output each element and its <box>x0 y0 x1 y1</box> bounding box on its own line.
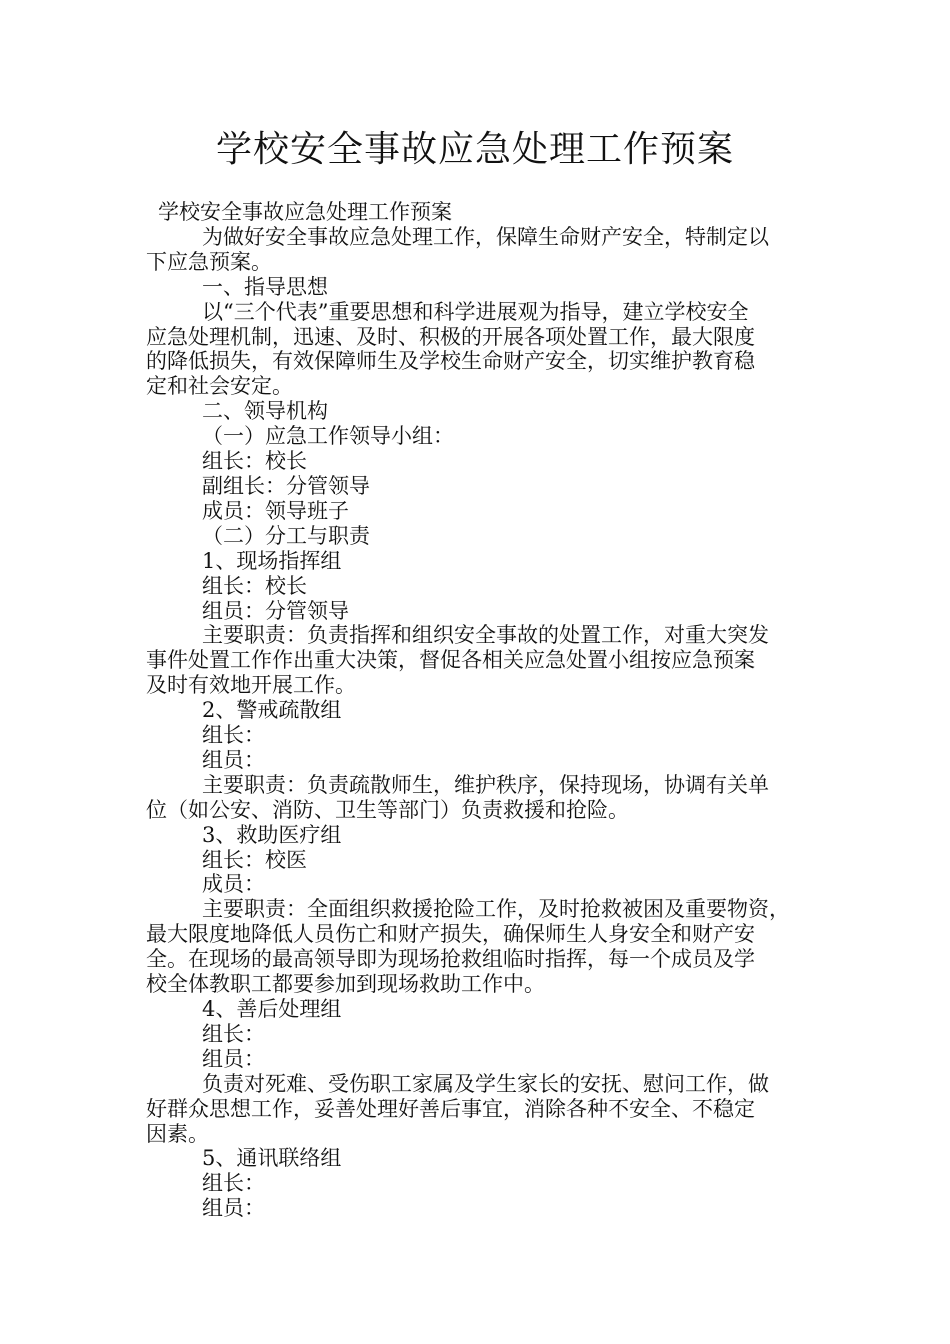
paragraph-line: 成员：领导班子 <box>202 498 349 523</box>
paragraph-line: 位（如公安、消防、卫生等部门）负责救援和抢险。 <box>146 797 629 822</box>
paragraph-line: 组员： <box>202 747 265 772</box>
paragraph-line: 组长：校长 <box>202 449 307 474</box>
paragraph-line: 主要职责：负责指挥和组织安全事故的处置工作，对重大突发 <box>202 623 769 648</box>
paragraph-line: 以“三个代表”重要思想和科学进展观为指导，建立学校安全 <box>202 299 749 324</box>
document-title: 学校安全事故应急处理工作预案 <box>215 129 734 170</box>
paragraph-line: 组长： <box>202 1171 265 1196</box>
paragraph-line: 副组长：分管领导 <box>202 473 370 498</box>
paragraph-line: （一）应急工作领导小组： <box>202 424 454 449</box>
paragraph-line: 二、领导机构 <box>202 399 328 424</box>
paragraph-line: 组长：校长 <box>202 573 307 598</box>
paragraph-line: 学校安全事故应急处理工作预案 <box>158 200 452 224</box>
paragraph-line: 应急处理机制，迅速、及时、积极的开展各项处置工作，最大限度 <box>146 324 755 349</box>
paragraph-line: 一、指导思想 <box>202 274 328 299</box>
paragraph-line: 及时有效地开展工作。 <box>146 673 356 698</box>
paragraph-line: 成员： <box>202 872 265 897</box>
paragraph-line: 为做好安全事故应急处理工作，保障生命财产安全，特制定以 <box>202 224 769 249</box>
paragraph-line: 事件处置工作作出重大决策，督促各相关应急处置小组按应急预案 <box>146 648 755 673</box>
paragraph-line: 好群众思想工作，妥善处理好善后事宜，消除各种不安全、不稳定 <box>146 1096 755 1121</box>
paragraph-line: 4、善后处理组 <box>202 997 342 1021</box>
paragraph-line: 的降低损失，有效保障师生及学校生命财产安全，切实维护教育稳 <box>146 349 755 374</box>
paragraph-line: 5、通讯联络组 <box>202 1146 342 1171</box>
paragraph-line: 下应急预案。 <box>146 249 272 274</box>
paragraph-line: 最大限度地降低人员伤亡和财产损失，确保师生人身安全和财产安 <box>146 922 755 947</box>
document-body <box>146 200 826 1221</box>
paragraph-line: 负责对死难、受伤职工家属及学生家长的安抚、慰问工作，做 <box>202 1071 769 1096</box>
paragraph-line: 组员：分管领导 <box>202 598 349 623</box>
paragraph-line: （二）分工与职责 <box>202 523 370 548</box>
paragraph-line: 组员： <box>202 1046 265 1071</box>
paragraph-line: 2、警戒疏散组 <box>202 698 342 723</box>
paragraph-line: 全。在现场的最高领导即为现场抢救组临时指挥，每一个成员及学 <box>146 947 755 972</box>
paragraph-line: 主要职责：全面组织救援抢险工作，及时抢救被困及重要物资， <box>202 897 790 922</box>
paragraph-line: 组长： <box>202 723 265 748</box>
paragraph-line: 组长： <box>202 1021 265 1046</box>
paragraph-line: 主要职责：负责疏散师生，维护秩序，保持现场，协调有关单 <box>202 772 769 797</box>
paragraph-line: 校全体教职工都要参加到现场救助工作中。 <box>146 972 545 997</box>
paragraph-line: 3、救助医疗组 <box>202 822 342 847</box>
paragraph-line: 定和社会安定。 <box>146 374 293 399</box>
paragraph-line: 组长：校医 <box>202 847 307 872</box>
paragraph-line: 因素。 <box>146 1121 209 1146</box>
paragraph-line: 1、现场指挥组 <box>202 548 342 573</box>
paragraph-line: 组员： <box>202 1196 265 1221</box>
